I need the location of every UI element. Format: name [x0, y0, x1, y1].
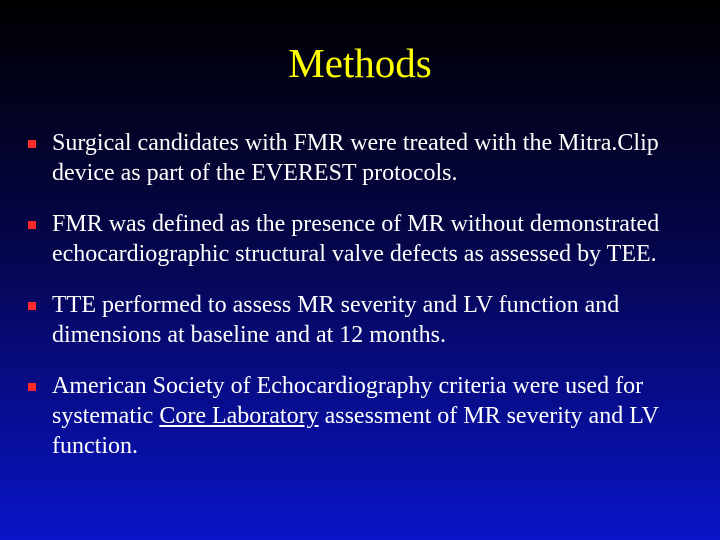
- bullet-square-icon: [28, 302, 36, 310]
- bullet-text: TTE performed to assess MR severity and LV function and dimensions at baseline and at 12 months.: [52, 292, 620, 348]
- bullet-text-before: American Society of Echocardiography criteria were used for systematic: [52, 373, 644, 429]
- bullet-item: [20, 290, 700, 350]
- slide-title: Methods: [288, 40, 432, 86]
- bullet-list: [20, 128, 700, 482]
- bullet-text-after: assessment of MR severity and LV function.: [52, 403, 659, 459]
- bullet-square-icon: [28, 383, 36, 391]
- bullet-item: [20, 128, 700, 188]
- core-laboratory-underlined: Core Laboratory: [159, 403, 319, 429]
- bullet-item: [20, 209, 700, 269]
- bullet-text: FMR was defined as the presence of MR without demonstrated echocardiographic structural valve defects as assessed by TEE.: [52, 211, 660, 267]
- bullet-text: Surgical candidates with FMR were treated with the Mitra.Clip device as part of the EVEREST protocols.: [52, 130, 659, 186]
- bullet-item: [20, 371, 700, 461]
- bullet-square-icon: [28, 140, 36, 148]
- bullet-square-icon: [28, 221, 36, 229]
